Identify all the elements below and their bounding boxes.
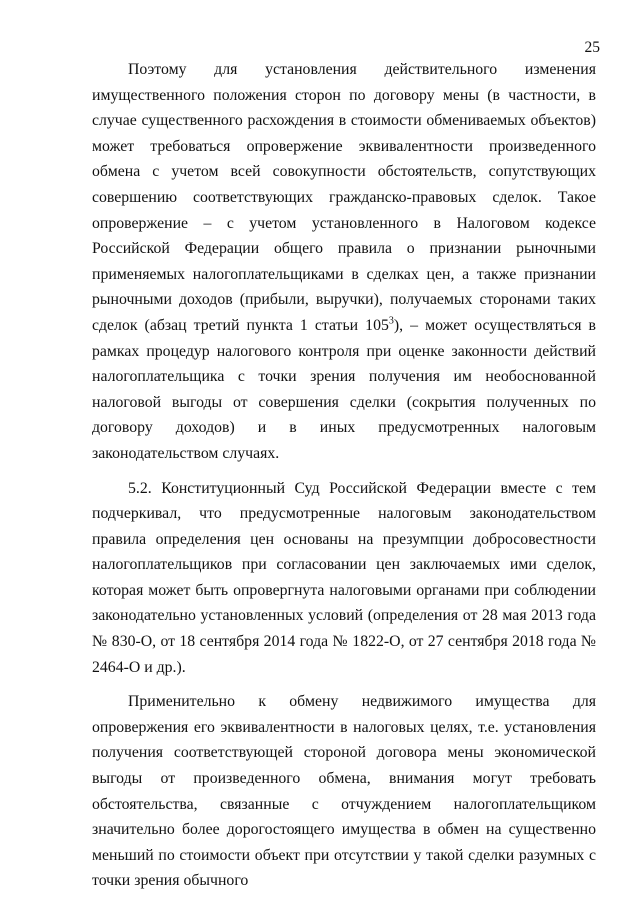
page-number: 25 bbox=[584, 39, 600, 56]
paragraph-1-text-continued: ), – может осуществляться в рамках процедур налогового контроля при оценке законности действий налогоплательщика с точки зрения получения им необоснованной налоговой выгоды от совершения сделки (сокрытия полученных по договору доходов) и в иных предусмотренных налоговым законодательством случаях. bbox=[92, 316, 597, 462]
footnote-superscript: 3 bbox=[388, 315, 394, 327]
document-body bbox=[92, 57, 596, 894]
paragraph-3: Применительно к обмену недвижимого имущества для опровержения его эквивалентности в налоговых целях, т.е. установления получения соответствующей стороной договора мены экономической выгоды от произведенного обмена, внимания могут требовать обстоятельства, связанные с отчуждением налогоплательщиком значительно более дорогостоящего имущества в обмен на существенно меньший по стоимости объект при отсутствии у такой сделки разумных с точки зрения обычного bbox=[92, 693, 596, 890]
paragraph-1-text: Поэтому для установления действительного изменения имущественного положения сторон по договору мены (в частности, в случае существенного расхождения в стоимости обмениваемых объектов) может требоваться опровержение эквивалентности произведенного обмена с учетом всей совокупности обстоятельств, сопутствующих совершению соответствующих гражданско-правовых сделок. Такое опровержение – с учетом установленного в Налоговом кодексе Российской Федерации общего правила о признании рыночными применяемых налогоплательщиками в сделках цен, а также признании рыночными доходов (прибыли, выручки), получаемых сторонами таких сделок (абзац третий пункта 1 статьи 105 bbox=[92, 61, 596, 334]
paragraph-1 bbox=[92, 57, 596, 467]
paragraph-2: 5.2. Конституционный Суд Российской Федерации вместе с тем подчеркивал, что предусмотренные налоговым законодательством правила определения цен основаны на презумпции добросовестности налогоплательщиков при согласовании цен заключаемых ими сделок, которая может быть опровергнута налоговыми органами при соблюдении законодательно установленных условий (определения от 28 мая 2013 года № 830-О, от 18 сентября 2014 года № 1822-О, от 27 сентября 2018 года № 2464-О и др.). bbox=[92, 479, 596, 676]
